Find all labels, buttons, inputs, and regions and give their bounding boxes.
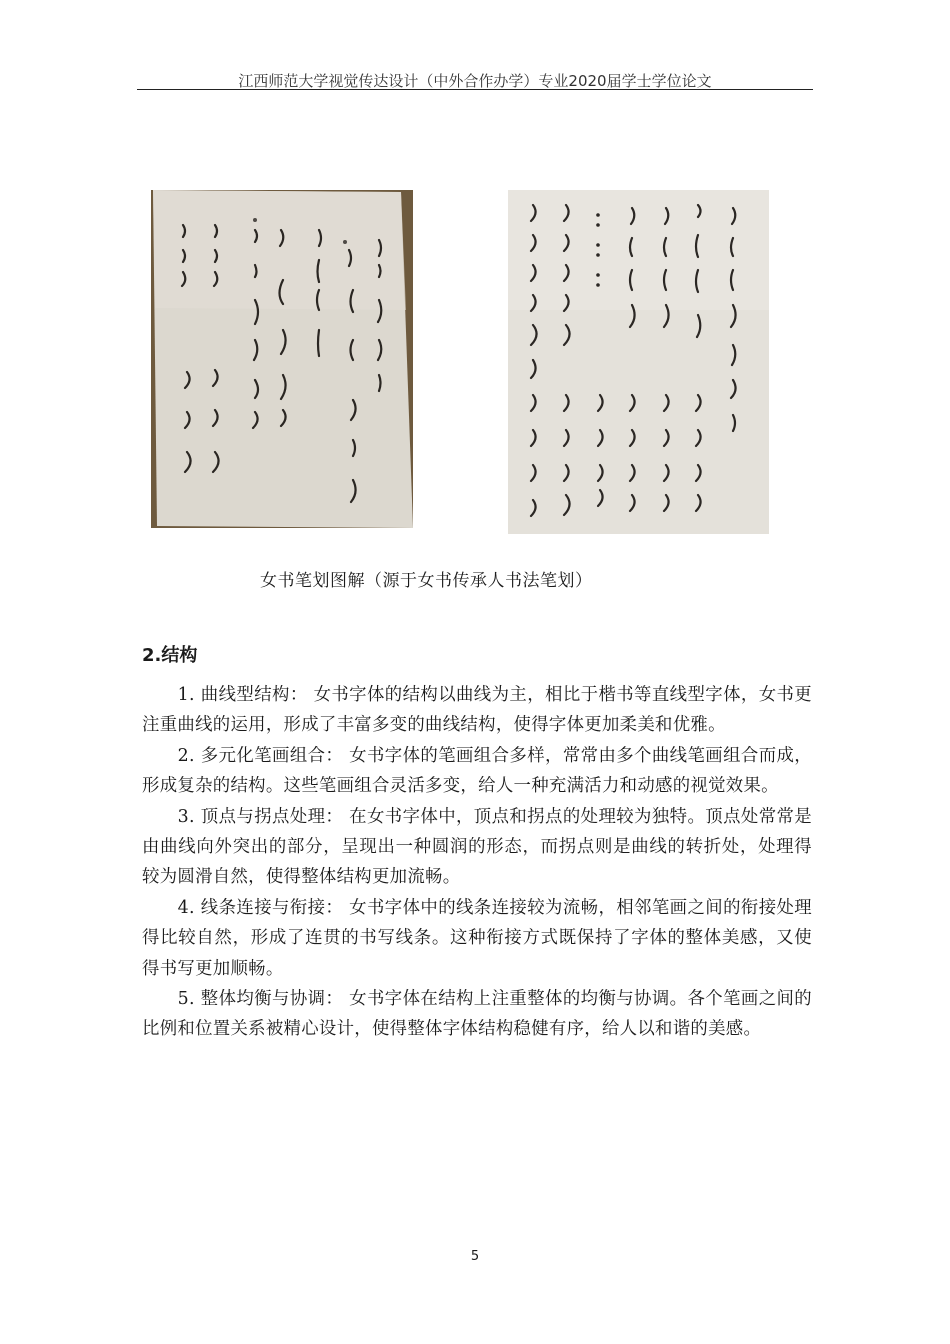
running-header: 江西师范大学视觉传达设计（中外合作办学）专业2020届学士学位论文 — [238, 72, 712, 90]
paragraph-vertex-turning-point: 3. 顶点与拐点处理： 在女书字体中，顶点和拐点的处理较为独特。顶点处常常是由曲线向外突出的部分，呈现出一种圆润的形态，而拐点则是曲线的转折处，处理得较为圆滑自然，使得整体结构更加流畅。 — [142, 806, 812, 888]
section-body — [142, 680, 812, 1045]
stroke-photo-right — [508, 190, 769, 534]
header-rule — [137, 89, 813, 90]
stroke-photo-left — [151, 190, 413, 528]
section-heading: 2.结构 — [142, 645, 198, 666]
figure-caption-text: 女书笔划图解（源于女书传承人书法笔划） — [260, 571, 593, 591]
nushu-strokes-sheet-image — [151, 190, 413, 528]
page-number: 5 — [470, 1249, 480, 1264]
nushu-stroke-practice-image — [508, 190, 769, 534]
paragraph-stroke-combination: 2. 多元化笔画组合： 女书字体的笔画组合多样，常常由多个曲线笔画组合而成，形成复杂的结构。这些笔画组合灵活多变，给人一种充满活力和动感的视觉效果。 — [142, 745, 812, 797]
paragraph-balance-harmony: 5. 整体均衡与协调： 女书字体在结构上注重整体的均衡与协调。各个笔画之间的比例和位置关系被精心设计，使得整体字体结构稳健有序，给人以和谐的美感。 — [142, 989, 812, 1040]
paragraph-curve-structure: 1. 曲线型结构： 女书字体的结构以曲线为主，相比于楷书等直线型字体，女书更注重曲线的运用，形成了丰富多变的曲线结构，使得字体更加柔美和优雅。 — [142, 685, 812, 736]
paragraph-line-connection: 4. 线条连接与衔接： 女书字体中的线条连接较为流畅，相邻笔画之间的衔接处理得比较自然，形成了连贯的书写线条。这种衔接方式既保持了字体的整体美感，又使得书写更加顺畅。 — [142, 897, 812, 979]
